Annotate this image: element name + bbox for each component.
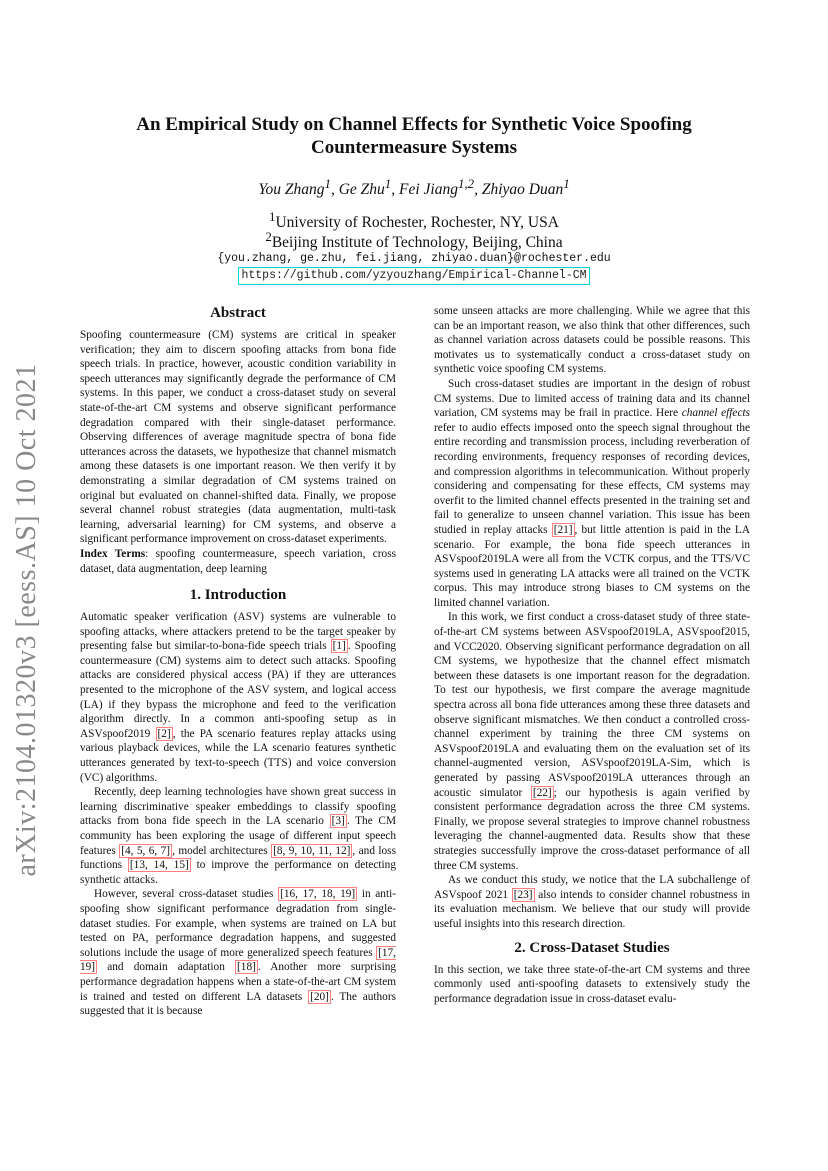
author-name: Zhiyao Duan	[481, 181, 564, 199]
author-affil-mark: 1	[384, 176, 392, 191]
author-name: You Zhang	[258, 181, 325, 199]
abstract-heading: Abstract	[210, 305, 266, 321]
citation-link[interactable]: [23]	[513, 888, 533, 901]
affiliation-2	[80, 229, 748, 252]
citation-link[interactable]: [20]	[310, 990, 329, 1003]
text-run: and domain adaptation	[97, 961, 236, 974]
title-line-2: Countermeasure Systems	[311, 137, 517, 158]
section-2-heading: 2. Cross-Dataset Studies	[514, 939, 670, 956]
author-affil-mark: 1	[563, 176, 570, 191]
text-run: also intends to consider channel robustness in its evaluation mechanism. We believe that our study will provide useful insights into this research direction.	[434, 888, 750, 930]
repo-link[interactable]: https://github.com/yzyouzhang/Empirical-Channel-CM	[238, 267, 589, 285]
text-run: . Spoofing countermeasure (CM) systems aim to detect such attacks. Spoofing attacks are considered physical access (PA) if they are utterances presented to the microphone of the ASV system, and logical access (LA) if they bypass the microphone and feed to the verification algorithm directly. In a common anti-spoofing setup as in ASVspoof2019	[80, 640, 396, 740]
citation-link[interactable]: [8, 9, 10, 11, 12]	[273, 844, 351, 857]
email-list: {you.zhang, ge.zhu, fei.jiang, zhiyao.duan}@rochester.edu	[217, 252, 611, 265]
intro-paragraph-6	[434, 610, 750, 873]
title-line-1: An Empirical Study on Channel Effects for Synthetic Voice Spoofing	[136, 114, 692, 135]
citation-link[interactable]: [21]	[553, 523, 573, 536]
contact-block	[80, 251, 748, 285]
paper-title	[80, 113, 748, 159]
intro-paragraph-1	[80, 610, 396, 785]
index-terms	[80, 547, 396, 576]
intro-paragraph-2	[80, 785, 396, 887]
affiliation-text: University of Rochester, Rochester, NY, USA	[275, 214, 559, 232]
text-run: , and loss functions	[80, 844, 396, 872]
author-affil-mark: 1,2	[457, 176, 475, 191]
intro-heading: 1. Introduction	[189, 587, 287, 604]
text-run: to improve the performance on detecting synthetic attacks.	[80, 859, 396, 886]
citation-link[interactable]: [2]	[157, 727, 171, 740]
arxiv-stamp-text: arXiv:2104.01320v3 [eess.AS] 10 Oct 2021	[11, 363, 42, 877]
text-run: some unseen attacks are more challenging. While we agree that this can be an important reason, we also think that other differences, such as channel variation across datasets could be possible reasons. This motivates us to systematically conduct a cross-dataset study on synthetic voice spoofing CM systems.	[434, 305, 750, 376]
citation-link[interactable]: [18]	[237, 961, 256, 974]
emphasis-text: channel effects	[681, 407, 750, 420]
text-run: refer to audio effects imposed onto the speech signal throughout the entire recording and transmission process, including reverberation of recording environments, frequency responses of recording devices, and compression algorithms in telecommunication. Without properly considering and compensating for these effects, CM systems may overfit to the limited channel effects presented in the training set and fail to generalize to unseen channel variation. This issue has been studied in replay attacks	[434, 421, 750, 536]
intro-paragraph-7	[434, 873, 750, 931]
text-run: ; our hypothesis is again verified by consistent performance degradation across the three CM systems. Finally, we propose several strategies to improve channel robustness leveraging the channel-augmented data. Results show that these strategies successfully improve the cross-dataset performance of all three CM systems.	[434, 786, 750, 872]
citation-link[interactable]: [4, 5, 6, 7]	[121, 844, 171, 857]
citation-link[interactable]: [22]	[532, 786, 552, 799]
text-run: , but little attention is paid in the LA scenario. For example, the bona fide speech utterances in ASVspoof2019LA were all from the VCTK corpus, and the TTS/VC systems used in generating LA attacks were all trained on the VCTK corpus. This may introduce strong biases to CM systems on the limited channel variation.	[434, 523, 750, 609]
citation-link[interactable]: [3]	[331, 815, 345, 828]
left-column	[80, 304, 396, 1019]
intro-paragraph-4	[434, 304, 750, 377]
intro-paragraph-3	[80, 887, 396, 1018]
affiliation-mark: 2	[265, 229, 272, 244]
citation-link[interactable]: [1]	[332, 640, 346, 653]
text-run: Recently, deep learning technologies have shown great success in learning discriminative speaker embeddings to classify spoofing attacks from bona fide speech in the LA scenario	[80, 786, 396, 828]
text-run: Such cross-dataset studies are important in the design of robust CM systems. Due to limited access of training data and its channel variation, CM systems may be frail in practice. Here	[434, 377, 750, 420]
text-run: As we conduct this study, we notice that the LA subchallenge of ASVspoof 2021	[434, 874, 750, 901]
citation-link[interactable]: [16, 17, 18, 19]	[280, 888, 356, 901]
text-run: . The authors suggested that it is because	[80, 990, 396, 1018]
author-affil-mark: 1	[324, 176, 331, 191]
index-terms-text: : spoofing countermeasure, speech variation, cross dataset, data augmentation, deep learning	[80, 547, 397, 575]
author-name: Fei Jiang	[399, 181, 458, 199]
author-list: You Zhang$^1$, Ge Zhu$^1$, Fei Jiang$^{1,2}$, Zhiyao Duan$^1$	[258, 176, 570, 199]
citation-link[interactable]: [17, 19]	[80, 946, 396, 974]
citation-link[interactable]: [13, 14, 15]	[129, 859, 189, 872]
right-column	[434, 304, 750, 1006]
abstract-text: Spoofing countermeasure (CM) systems are critical in speaker verification; they aim to discern spoofing attacks from bona fide speech trials. In practice, however, acoustic condition variability in speech utterances may significantly degrade the performance of CM systems. In this paper, we conduct a cross-dataset study on several state-of-the-art CM systems and observe significant performance degradation compared with their single-dataset performance. Observing differences of average magnitude spectra of bona fide utterances across the datasets, we hypothesize that channel mismatch among these datasets is one important reason. We then verify it by demonstrating a similar degradation of CM systems trained on original but evaluated on channel-shifted data. Finally, we propose several channel robust strategies (data augmentation, multi-task learning, adversarial learning) for CM systems, and observe a significant performance improvement on cross-dataset experiments.	[80, 329, 396, 546]
text-run: in anti-spoofing show significant performance degradation from single-dataset studies. For example, when systems are trained on LA but tested on PA, performance degradation happens, and suggested solutions include the usage of more generalized speech features	[80, 888, 396, 959]
text-run: , model architectures	[172, 844, 272, 857]
text-run: Automatic speaker verification (ASV) systems are vulnerable to spoofing attacks, where attackers pretend to be the target speaker by presenting false but similar-to-bona-fide speech trials	[80, 611, 396, 653]
text-run: However, several cross-dataset studies	[94, 888, 279, 901]
text-run: , the PA scenario features replay attacks using various playback devices, while the LA scenario features synthetic utterances generated by text-to-speech (TTS) and voice conversion (VC) algorithms.	[80, 727, 397, 784]
index-terms-label: Index Terms	[80, 547, 146, 560]
affiliation-text: Beijing Institute of Technology, Beijing, China	[271, 234, 563, 252]
arxiv-stamp	[2, 360, 52, 880]
author-name: Ge Zhu	[338, 181, 385, 199]
intro-paragraph-5	[434, 377, 750, 611]
text-run: . Another more surprising performance degradation happens when a state-of-the-art CM system is trained and tested on different LA datasets	[80, 961, 397, 1003]
section-2-paragraph-1	[434, 963, 750, 1007]
affiliation-mark: 1	[269, 209, 276, 224]
text-run: In this section, we take three state-of-the-art CM systems and three commonly used anti-spoofing datasets to extensively study the performance degradation issue in cross-dataset evalu-	[434, 963, 750, 1005]
text-run: In this work, we first conduct a cross-dataset study of three state-of-the-art CM systems between ASVspoof2019LA, ASVspoof2015, and VCC2020. Observing significant performance degradation on all CM systems, we hypothesize that the channel effect mismatch between these datasets is one important reason for the degradation. To test our hypothesis, we first compare the average magnitude spectra across all bona fide utterances among these three datasets and observe significant mismatches. We then conduct a controlled cross-channel experiment by training the three CM systems on ASVspoof2019LA and evaluating them on the evaluation set of its channel-augmented version, ASVspoof2019LA-Sim, which is generated by passing ASVspoof2019LA utterances through an acoustic simulator	[434, 611, 750, 799]
text-run: . The CM community has been exploring the usage of different input speech features	[80, 815, 396, 857]
